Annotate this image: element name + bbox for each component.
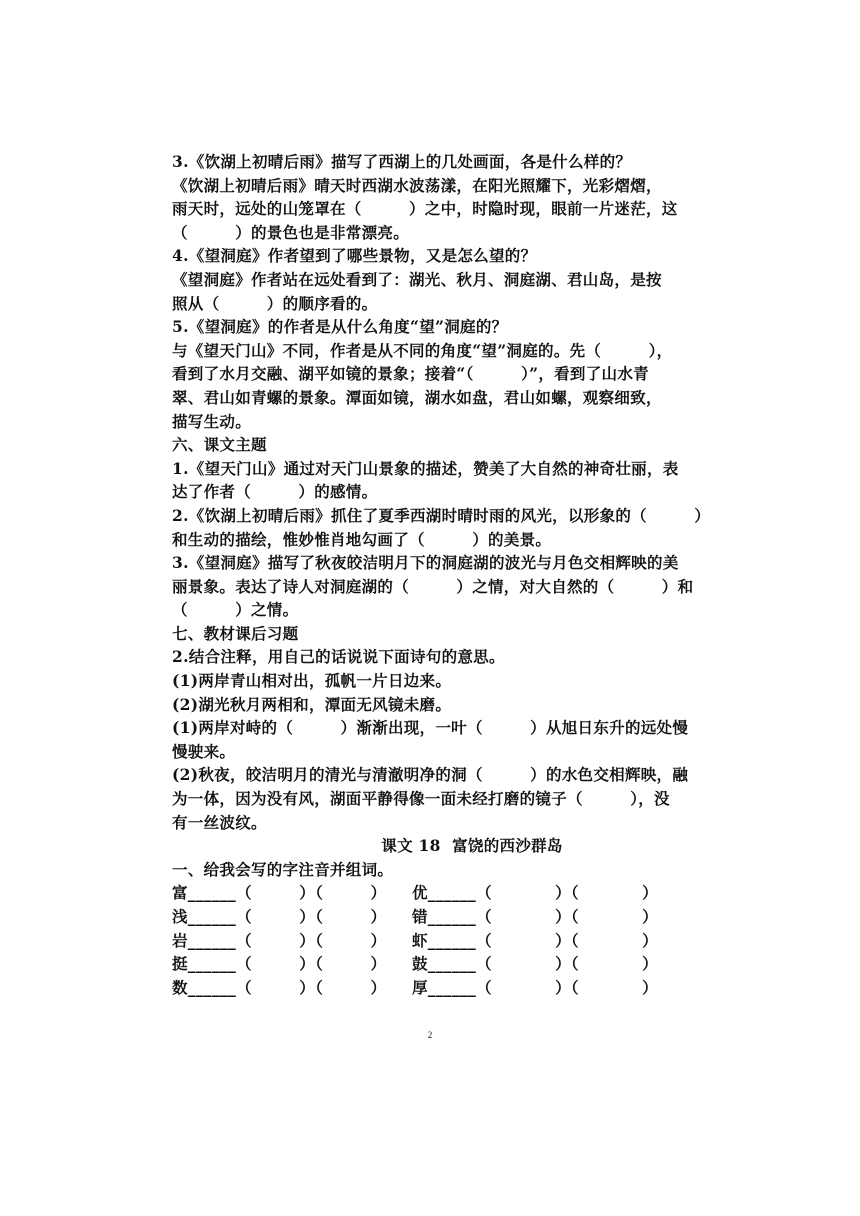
word-row-left: 富______（ ）（ ） — [172, 883, 387, 903]
word-row-right: 厚______（ ）（ ） — [412, 977, 658, 997]
page-number: 2 — [427, 1030, 433, 1040]
q4-question: 4.《望洞庭》作者望到了哪些景物，又是怎么望的？ — [172, 246, 537, 266]
word-row — [172, 952, 772, 976]
q5-question: 5.《望洞庭》的作者是从什么角度“望”洞庭的？ — [172, 317, 508, 337]
section7-line-4: (1)两岸对峙的（ ）渐渐出现，一叶（ ）从旭日东升的远处慢 — [172, 718, 689, 738]
word-row-right: 错______（ ）（ ） — [412, 907, 658, 926]
section6-line-5: 3.《望洞庭》描写了秋夜皎洁明月下的洞庭湖的波光与月色交相辉映的美 — [172, 553, 679, 573]
word-row-left: 数______（ ）（ ） — [172, 977, 387, 997]
word-row-left: 挺______（ ）（ ） — [172, 954, 387, 974]
q5-answer-line-2: 看到了水月交融、湖平如镜的景象；接着“（ ）”，看到了山水青 — [172, 364, 649, 384]
word-row — [172, 905, 772, 929]
word-row — [172, 929, 772, 953]
word-row-right: 鼓______（ ）（ ） — [412, 954, 658, 974]
q4-answer-line-2: 照从（ ）的顺序看的。 — [172, 293, 378, 313]
q5-answer-line-1: 与《望天门山》不同，作者是从不同的角度“望”洞庭的。先（ ）， — [172, 340, 673, 360]
page-content — [172, 150, 772, 999]
q5-answer-line-4: 描写生动。 — [172, 411, 252, 431]
section6-line-7: （ ）之情。 — [172, 600, 299, 620]
section7-line-8: 有一丝波纹。 — [172, 812, 267, 832]
word-row-left: 岩______（ ）（ ） — [172, 930, 387, 950]
word-row — [172, 976, 772, 1000]
section7-line-6: (2)秋夜，皎洁明月的清光与清澈明净的洞（ ）的水色交相辉映，融 — [172, 765, 689, 785]
lesson18-subtitle: 一、给我会写的字注音并组词。 — [172, 859, 394, 879]
word-row — [172, 881, 772, 905]
word-row-right: 优______（ ）（ ） — [412, 883, 658, 903]
section7-line-7: 为一体，因为没有风，湖面平静得像一面未经打磨的镜子（ ），没 — [172, 789, 670, 809]
section7-line-2: (1)两岸青山相对出，孤帆一片日边来。 — [172, 671, 452, 691]
section6-line-6: 丽景象。表达了诗人对洞庭湖的（ ）之情，对大自然的（ ）和 — [172, 576, 694, 596]
section7-line-5: 慢驶来。 — [172, 741, 236, 761]
q3-answer-line-2: 雨天时，远处的山笼罩在（ ）之中，时隐时现，眼前一片迷茫，这 — [172, 199, 678, 219]
q5-answer-line-3: 翠、君山如青螺的景象。潭面如镜，湖水如盘，君山如螺，观察细致， — [172, 387, 662, 407]
q4-answer-line-1: 《望洞庭》作者站在远处看到了：湖光、秋月、洞庭湖、君山岛，是按 — [172, 269, 662, 289]
word-row-right: 虾______（ ）（ ） — [412, 930, 658, 950]
section7-line-1: 2.结合注释，用自己的话说说下面诗句的意思。 — [172, 647, 505, 667]
section6-line-4: 和生动的描绘，惟妙惟肖地勾画了（ ）的美景。 — [172, 529, 552, 549]
section6-title: 六、课文主题 — [172, 435, 267, 455]
word-row-left: 浅______（ ）（ ） — [172, 907, 387, 926]
section6-line-1: 1.《望天门山》通过对天门山景象的描述，赞美了大自然的神奇壮丽，表 — [172, 458, 679, 478]
section7-line-3: (2)湖光秋月两相和，潭面无风镜未磨。 — [172, 694, 452, 714]
lesson18-title: 课文 18 富饶的西沙群岛 — [381, 836, 563, 856]
section6-line-3: 2.《饮湖上初晴后雨》抓住了夏季西湖时晴时雨的风光，以形象的（ ） — [172, 505, 711, 525]
q3-answer-line-1: 《饮湖上初晴后雨》晴天时西湖水波荡漾，在阳光照耀下，光彩熠熠， — [172, 175, 662, 195]
q3-answer-line-3: （ ）的景色也是非常漂亮。 — [172, 222, 410, 242]
section7-title: 七、教材课后习题 — [172, 623, 299, 643]
q3-question: 3.《饮湖上初晴后雨》描写了西湖上的几处画面，各是什么样的？ — [172, 152, 632, 171]
section6-line-2: 达了作者（ ）的感情。 — [172, 482, 378, 502]
